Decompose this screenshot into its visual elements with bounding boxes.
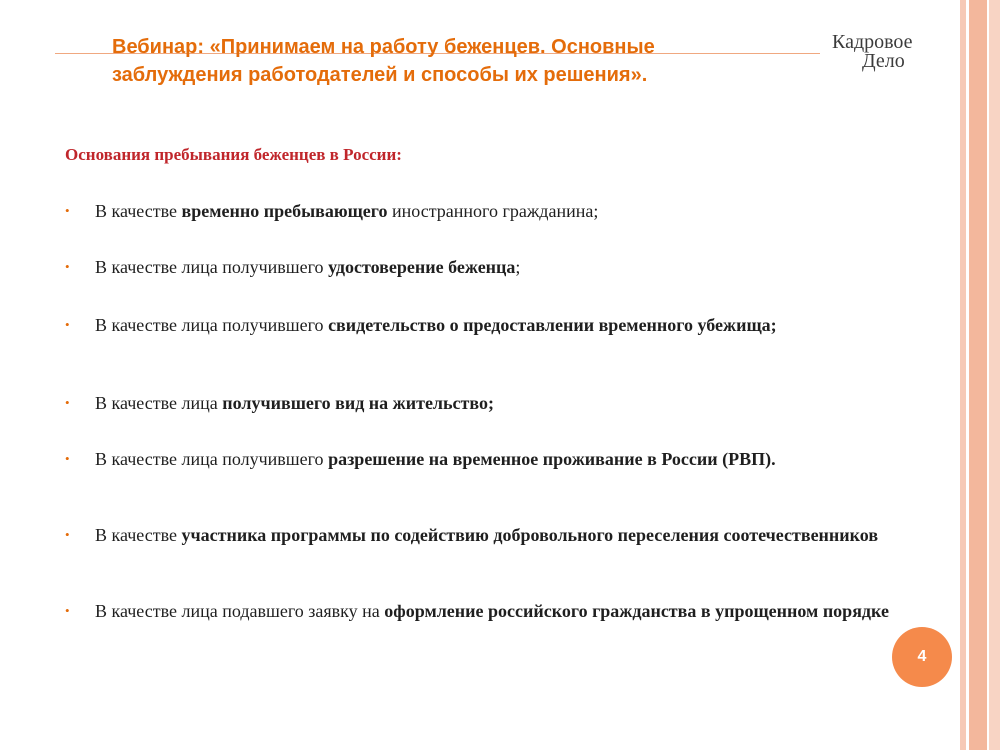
bullet-text-tail: ; — [515, 257, 521, 277]
bullet-dot-icon: • — [65, 395, 70, 410]
slide-title-line-1: Вебинар: «Принимаем на работу беженцев. Основные — [112, 36, 655, 58]
bullet-text: В качестве лица получившего — [95, 257, 329, 277]
bullet-text: В качестве лица подавшего заявку на — [95, 601, 385, 621]
bullet-text: В качестве лица — [95, 393, 223, 413]
bullet-text: В качестве — [95, 201, 182, 221]
bullet-text-bold: участника программы по содействию добровольного переселения соотечественников — [181, 525, 879, 545]
bullet-item — [65, 392, 925, 414]
bullet-dot-icon: • — [65, 451, 70, 466]
bullet-dot-icon: • — [65, 259, 70, 274]
bullet-dot-icon: • — [65, 317, 70, 332]
bullet-text-tail: иностранного гражданина; — [387, 201, 599, 221]
bullet-text: В качестве лица получившего — [95, 449, 329, 469]
bullet-dot-icon: • — [65, 603, 70, 618]
bullet-text: В качестве лица получившего — [95, 315, 329, 335]
bullet-text-bold: оформление российского гражданства в упрощенном порядке — [384, 601, 889, 621]
logo-line-1: Кадровое — [832, 31, 913, 53]
slide-title-line-2: заблуждения работодателей и способы их решения». — [112, 64, 648, 86]
bullet-dot-icon: • — [65, 527, 70, 542]
bullet-item — [65, 200, 925, 222]
logo-line-2: Дело — [862, 50, 905, 72]
bullet-dot-icon: • — [65, 203, 70, 218]
bullet-item — [65, 448, 925, 470]
bullet-text-bold: свидетельство о предоставлении временного убежища; — [328, 315, 777, 335]
bullet-text-bold: получившего вид на жительство; — [222, 393, 494, 413]
page-number-badge: 4 — [892, 627, 952, 687]
bullet-item — [65, 600, 925, 622]
bullet-text-bold: разрешение на временное проживание в России (РВП). — [328, 449, 776, 469]
bullet-text-bold: временно пребывающего — [181, 201, 388, 221]
bullet-item — [65, 524, 925, 546]
bullet-item — [65, 314, 925, 336]
bullet-text: В качестве — [95, 525, 182, 545]
section-heading: Основания пребывания беженцев в России: — [65, 145, 402, 164]
bullet-text-bold: удостоверение беженца — [328, 257, 516, 277]
bullet-item — [65, 256, 925, 278]
